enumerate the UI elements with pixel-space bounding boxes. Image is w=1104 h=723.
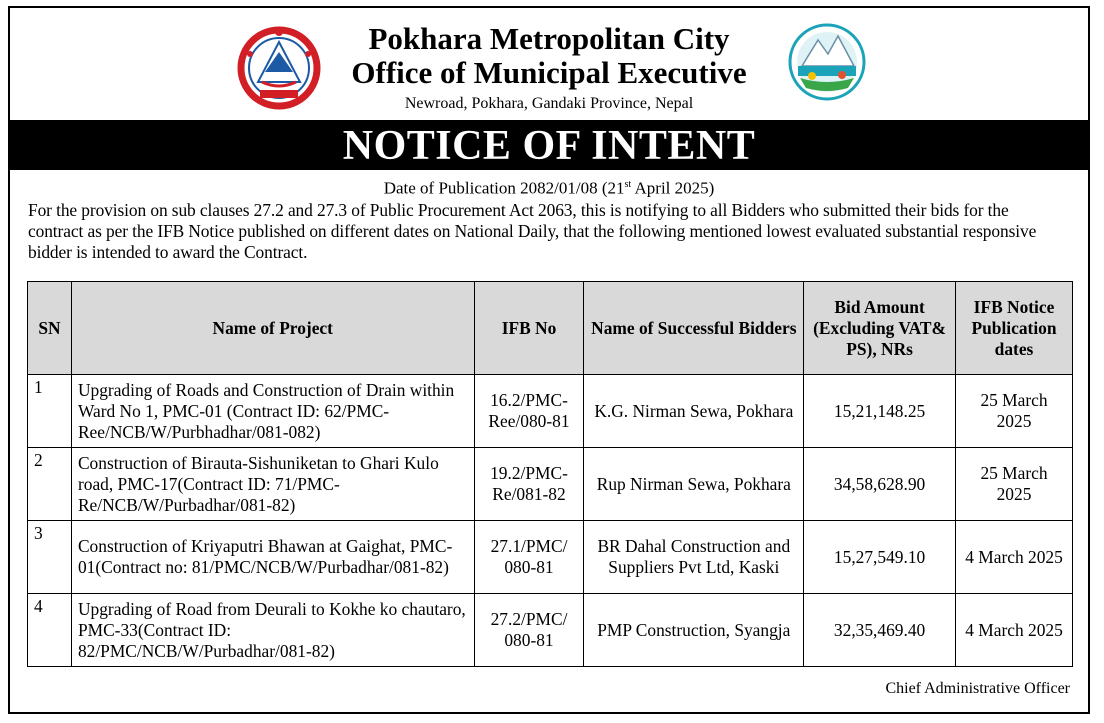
row-ifb-no: 19.2/PMC-Re/081-82 <box>474 448 584 521</box>
row-sn: 2 <box>28 448 72 521</box>
table-row <box>28 594 1073 667</box>
row-project: Upgrading of Roads and Construction of Drain within Ward No 1, PMC-01 (Contract ID: 62/PMC-Ree/NCB/W/Purbhadhar/081-082) <box>71 375 474 448</box>
row-sn: 1 <box>28 375 72 448</box>
office-address: Newroad, Pokhara, Gandaki Province, Nepal <box>404 95 694 112</box>
city-name: Pokhara Metropolitan City <box>368 21 730 56</box>
row-project: Upgrading of Road from Deurali to Kokhe ko chautaro, PMC-33(Contract ID: 82/PMC/NCB/W/Purbadhar/081-82) <box>71 594 474 667</box>
row-bid-amount: 15,27,549.10 <box>804 521 956 594</box>
letterhead <box>10 8 1088 120</box>
header-ifb-no: IFB No <box>474 282 584 375</box>
intro-paragraph: For the provision on sub clauses 27.2 and 27.3 of Public Procurement Act 2063, this is notifying to all Bidders who submitted their bids for the contract as per the IFB Notice published on different dates on National Daily, that the following mentioned lowest evaluated substantial responsive bidder is intended to award the Contract. <box>28 199 1037 262</box>
row-bidder: PMP Construction, Syangja <box>584 594 804 667</box>
row-bidder: BR Dahal Construction and Suppliers Pvt Ltd, Kaski <box>584 521 804 594</box>
table-header-row <box>28 282 1073 375</box>
table-row <box>28 448 1073 521</box>
row-publication-date: 4 March 2025 <box>956 521 1073 594</box>
row-ifb-no: 16.2/PMC-Ree/080-81 <box>474 375 584 448</box>
row-publication-date: 25 March 2025 <box>956 375 1073 448</box>
row-publication-date: 25 March 2025 <box>956 448 1073 521</box>
notice-document <box>8 6 1090 714</box>
award-table <box>27 281 1073 667</box>
header-bid-amount: Bid Amount (Excluding VAT& PS), NRs <box>804 282 956 375</box>
row-publication-date: 4 March 2025 <box>956 594 1073 667</box>
publication-date: Date of Publication 2082/01/08 (21st April 2025) <box>383 178 715 198</box>
row-project: Construction of Kriyaputri Bhawan at Gaighat, PMC-01(Contract no: 81/PMC/NCB/W/Purbadhar/081-82) <box>71 521 474 594</box>
signatory-title: Chief Administrative Officer <box>885 680 1070 697</box>
row-bid-amount: 15,21,148.25 <box>804 375 956 448</box>
header-bidder: Name of Successful Bidders <box>584 282 804 375</box>
row-bid-amount: 34,58,628.90 <box>804 448 956 521</box>
row-project: Construction of Birauta-Sishuniketan to Ghari Kulo road, PMC-17(Contract ID: 71/PMC-Re/NCB/W/Purbadhar/081-82) <box>71 448 474 521</box>
office-name: Office of Municipal Executive <box>351 55 747 90</box>
header-project: Name of Project <box>71 282 474 375</box>
row-ifb-no: 27.1/PMC/ 080-81 <box>474 521 584 594</box>
notice-title-banner: NOTICE OF INTENT <box>10 120 1088 170</box>
row-ifb-no: 27.2/PMC/ 080-81 <box>474 594 584 667</box>
table-row <box>28 375 1073 448</box>
header-publication-dates: IFB Notice Publication dates <box>956 282 1073 375</box>
row-bidder: Rup Nirman Sewa, Pokhara <box>584 448 804 521</box>
pokhara-logo-icon <box>786 22 868 102</box>
row-sn: 4 <box>28 594 72 667</box>
row-bid-amount: 32,35,469.40 <box>804 594 956 667</box>
table-row <box>28 521 1073 594</box>
row-bidder: K.G. Nirman Sewa, Pokhara <box>584 375 804 448</box>
header-sn: SN <box>28 282 72 375</box>
row-sn: 3 <box>28 521 72 594</box>
